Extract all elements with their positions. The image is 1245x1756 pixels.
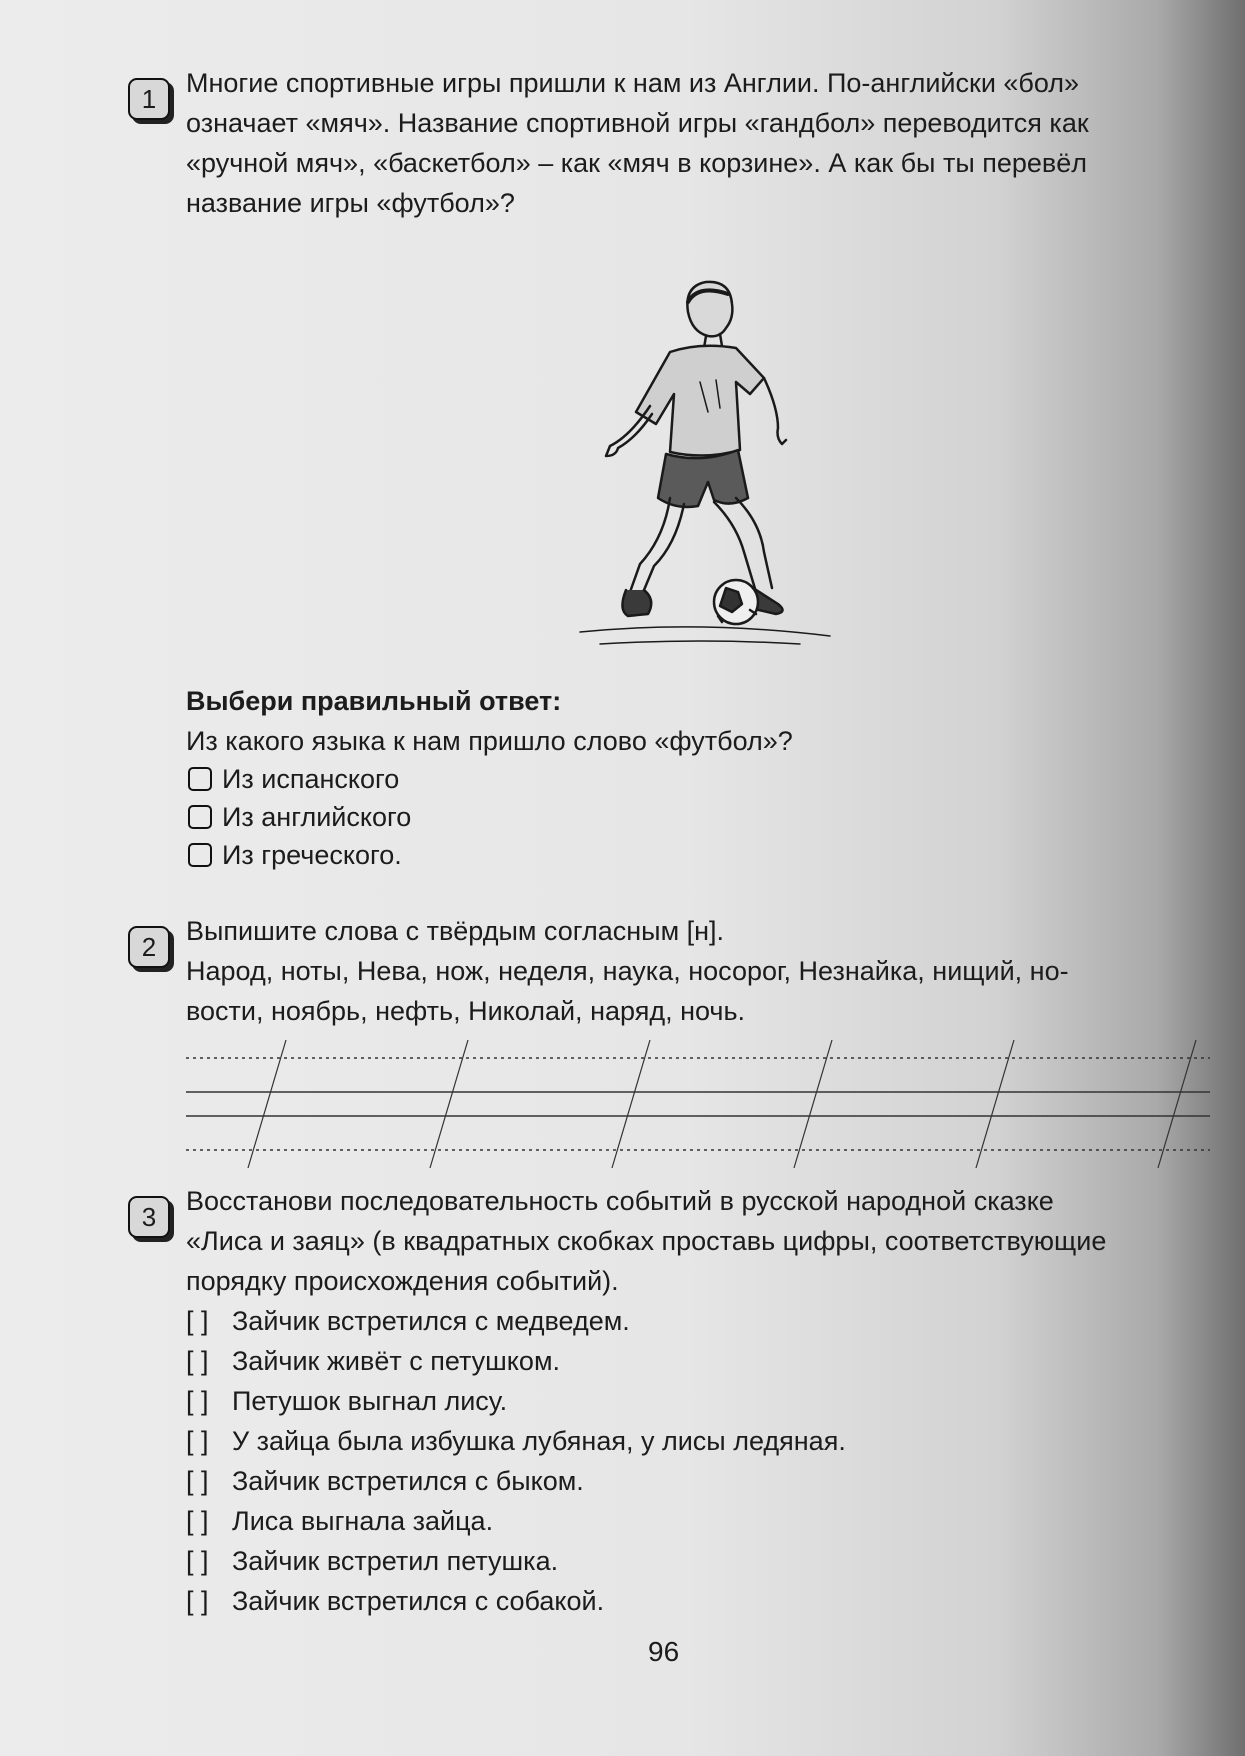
event-item (186, 1382, 507, 1420)
option-label: Из испанского (222, 764, 400, 794)
event-text: У зайца была избушка лубяная, у лисы ледяная. (232, 1426, 846, 1456)
task-2-words-line-1: Народ, ноты, Нева, нож, неделя, наука, носорог, Незнайка, нищий, но- (186, 956, 1069, 986)
event-text: Зайчик встретился с быком. (232, 1466, 584, 1496)
event-text: Зайчик живёт с петушком. (232, 1346, 561, 1376)
order-bracket[interactable]: [ ] (186, 1506, 209, 1536)
event-item (186, 1582, 604, 1620)
page-number: 96 (648, 1636, 680, 1667)
order-bracket[interactable]: [ ] (186, 1546, 209, 1576)
event-item (186, 1342, 560, 1380)
task-1-text-line-2: означает «мяч». Название спортивной игры «гандбол» переводится как (186, 108, 1089, 138)
event-text: Зайчик встретил петушка. (232, 1546, 559, 1576)
task-2-words-line-2: вости, ноябрь, нефть, Николай, наряд, ночь. (186, 996, 746, 1026)
event-item (186, 1422, 846, 1460)
event-text: Петушок выгнал лису. (232, 1386, 508, 1416)
task-1-question: Из какого языка к нам пришло слово «футбол»? (186, 726, 793, 756)
task-2-title: Выпишите слова с твёрдым согласным [н]. (186, 916, 725, 946)
task-1-text-line-3: «ручной мяч», «баскетбол» – как «мяч в корзине». А как бы ты перевёл (186, 148, 1088, 178)
order-bracket[interactable]: [ ] (186, 1586, 209, 1616)
order-bracket[interactable]: [ ] (186, 1466, 209, 1496)
answer-option-greek[interactable] (188, 836, 402, 874)
writing-lines[interactable] (186, 1040, 1210, 1170)
order-bracket[interactable]: [ ] (186, 1306, 209, 1336)
football-player-illustration (560, 272, 840, 652)
task-2-number: 2 (128, 926, 170, 968)
task-3-text-line-3: порядку происхождения событий). (186, 1266, 619, 1296)
task-1-text-line-4: название игры «футбол»? (186, 188, 515, 218)
task-1-text-line-1: Многие спортивные игры пришли к нам из Англии. По-английски «бол» (186, 68, 1080, 98)
event-item (186, 1462, 584, 1500)
checkbox-icon[interactable] (188, 805, 212, 829)
checkbox-icon[interactable] (188, 843, 212, 867)
task-3-text-line-1: Восстанови последовательность событий в русской народной сказке (186, 1186, 1054, 1216)
task-3-number: 3 (128, 1196, 170, 1238)
event-text: Зайчик встретился с медведем. (232, 1306, 630, 1336)
order-bracket[interactable]: [ ] (186, 1346, 209, 1376)
answer-option-spanish[interactable] (188, 760, 399, 798)
option-label: Из английского (222, 802, 412, 832)
order-bracket[interactable]: [ ] (186, 1426, 209, 1456)
event-item (186, 1302, 630, 1340)
option-label: Из греческого. (222, 840, 402, 870)
order-bracket[interactable]: [ ] (186, 1386, 209, 1416)
task-1-number: 1 (128, 78, 170, 120)
checkbox-icon[interactable] (188, 767, 212, 791)
task-1-instruction: Выбери правильный ответ: (186, 686, 562, 716)
event-text: Лиса выгнала зайца. (232, 1506, 494, 1536)
event-item (186, 1542, 558, 1580)
event-item (186, 1502, 493, 1540)
event-text: Зайчик встретился с собакой. (232, 1586, 605, 1616)
answer-option-english[interactable] (188, 798, 411, 836)
task-3-text-line-2: «Лиса и заяц» (в квадратных скобках проставь цифры, соответствующие (186, 1226, 1107, 1256)
